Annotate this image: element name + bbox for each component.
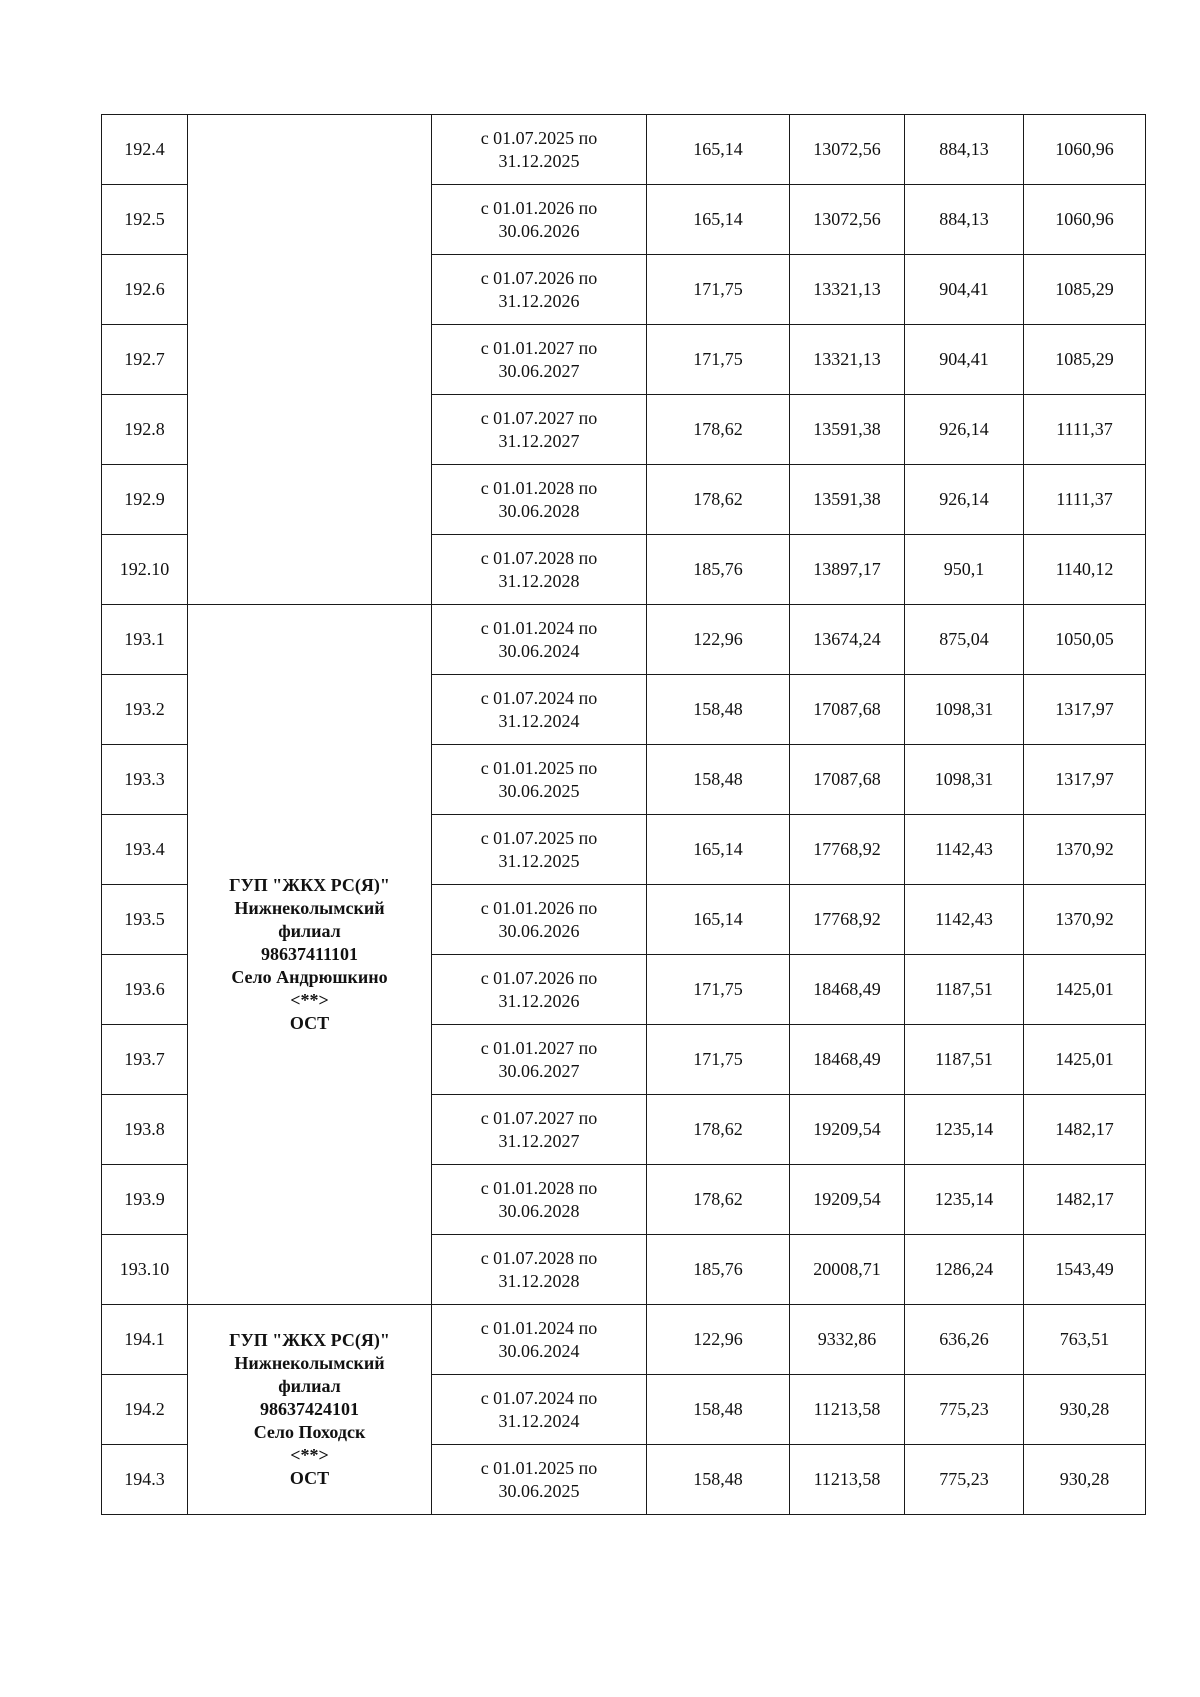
table-row bbox=[102, 115, 1146, 185]
value-cell-3: 775,23 bbox=[905, 1375, 1024, 1445]
organization-cell: ГУП "ЖКХ РС(Я)" Нижнеколымский филиал 98637411101 Село Андрюшкино <**> ОСТ bbox=[188, 605, 432, 1305]
row-number-cell: 192.4 bbox=[102, 115, 188, 185]
value-cell-1: 158,48 bbox=[647, 745, 790, 815]
row-number-cell: 193.6 bbox=[102, 955, 188, 1025]
value-cell-2: 13897,17 bbox=[790, 535, 905, 605]
value-cell-1: 185,76 bbox=[647, 1235, 790, 1305]
value-cell-4: 1370,92 bbox=[1024, 885, 1146, 955]
value-cell-1: 171,75 bbox=[647, 955, 790, 1025]
table-row bbox=[102, 1305, 1146, 1375]
value-cell-2: 20008,71 bbox=[790, 1235, 905, 1305]
value-cell-1: 122,96 bbox=[647, 605, 790, 675]
row-number-cell: 193.3 bbox=[102, 745, 188, 815]
value-cell-1: 178,62 bbox=[647, 395, 790, 465]
value-cell-2: 13591,38 bbox=[790, 465, 905, 535]
value-cell-4: 1111,37 bbox=[1024, 395, 1146, 465]
value-cell-3: 1098,31 bbox=[905, 745, 1024, 815]
value-cell-3: 1142,43 bbox=[905, 885, 1024, 955]
value-cell-4: 1060,96 bbox=[1024, 185, 1146, 255]
period-cell: с 01.07.2028 по 31.12.2028 bbox=[432, 535, 647, 605]
period-cell: с 01.07.2026 по 31.12.2026 bbox=[432, 255, 647, 325]
value-cell-2: 17768,92 bbox=[790, 885, 905, 955]
period-cell: с 01.01.2026 по 30.06.2026 bbox=[432, 885, 647, 955]
value-cell-2: 18468,49 bbox=[790, 1025, 905, 1095]
value-cell-3: 1187,51 bbox=[905, 1025, 1024, 1095]
value-cell-3: 875,04 bbox=[905, 605, 1024, 675]
value-cell-3: 1235,14 bbox=[905, 1095, 1024, 1165]
row-number-cell: 193.4 bbox=[102, 815, 188, 885]
period-cell: с 01.07.2026 по 31.12.2026 bbox=[432, 955, 647, 1025]
value-cell-1: 158,48 bbox=[647, 1375, 790, 1445]
value-cell-3: 1187,51 bbox=[905, 955, 1024, 1025]
value-cell-4: 1425,01 bbox=[1024, 955, 1146, 1025]
value-cell-1: 185,76 bbox=[647, 535, 790, 605]
period-cell: с 01.07.2024 по 31.12.2024 bbox=[432, 675, 647, 745]
value-cell-4: 1317,97 bbox=[1024, 745, 1146, 815]
value-cell-3: 884,13 bbox=[905, 185, 1024, 255]
value-cell-3: 904,41 bbox=[905, 255, 1024, 325]
value-cell-1: 122,96 bbox=[647, 1305, 790, 1375]
value-cell-3: 775,23 bbox=[905, 1445, 1024, 1515]
value-cell-2: 17087,68 bbox=[790, 745, 905, 815]
value-cell-1: 158,48 bbox=[647, 675, 790, 745]
row-number-cell: 194.1 bbox=[102, 1305, 188, 1375]
value-cell-2: 19209,54 bbox=[790, 1095, 905, 1165]
value-cell-2: 19209,54 bbox=[790, 1165, 905, 1235]
period-cell: с 01.01.2027 по 30.06.2027 bbox=[432, 325, 647, 395]
value-cell-4: 763,51 bbox=[1024, 1305, 1146, 1375]
value-cell-3: 950,1 bbox=[905, 535, 1024, 605]
value-cell-4: 1085,29 bbox=[1024, 325, 1146, 395]
period-cell: с 01.01.2027 по 30.06.2027 bbox=[432, 1025, 647, 1095]
period-cell: с 01.01.2025 по 30.06.2025 bbox=[432, 1445, 647, 1515]
value-cell-2: 13591,38 bbox=[790, 395, 905, 465]
value-cell-4: 1482,17 bbox=[1024, 1095, 1146, 1165]
value-cell-4: 930,28 bbox=[1024, 1375, 1146, 1445]
value-cell-4: 930,28 bbox=[1024, 1445, 1146, 1515]
value-cell-2: 11213,58 bbox=[790, 1375, 905, 1445]
value-cell-4: 1060,96 bbox=[1024, 115, 1146, 185]
period-cell: с 01.01.2028 по 30.06.2028 bbox=[432, 465, 647, 535]
period-cell: с 01.01.2025 по 30.06.2025 bbox=[432, 745, 647, 815]
value-cell-2: 17768,92 bbox=[790, 815, 905, 885]
row-number-cell: 194.2 bbox=[102, 1375, 188, 1445]
organization-cell: ГУП "ЖКХ РС(Я)" Нижнеколымский филиал 98637424101 Село Походск <**> ОСТ bbox=[188, 1305, 432, 1515]
organization-cell bbox=[188, 115, 432, 605]
value-cell-1: 171,75 bbox=[647, 325, 790, 395]
value-cell-1: 158,48 bbox=[647, 1445, 790, 1515]
value-cell-1: 171,75 bbox=[647, 255, 790, 325]
value-cell-2: 13072,56 bbox=[790, 185, 905, 255]
value-cell-3: 1235,14 bbox=[905, 1165, 1024, 1235]
period-cell: с 01.01.2028 по 30.06.2028 bbox=[432, 1165, 647, 1235]
value-cell-4: 1543,49 bbox=[1024, 1235, 1146, 1305]
value-cell-3: 1286,24 bbox=[905, 1235, 1024, 1305]
value-cell-3: 904,41 bbox=[905, 325, 1024, 395]
value-cell-4: 1317,97 bbox=[1024, 675, 1146, 745]
row-number-cell: 193.10 bbox=[102, 1235, 188, 1305]
value-cell-1: 171,75 bbox=[647, 1025, 790, 1095]
value-cell-1: 165,14 bbox=[647, 885, 790, 955]
row-number-cell: 193.2 bbox=[102, 675, 188, 745]
value-cell-4: 1370,92 bbox=[1024, 815, 1146, 885]
value-cell-2: 13321,13 bbox=[790, 255, 905, 325]
row-number-cell: 192.5 bbox=[102, 185, 188, 255]
value-cell-1: 178,62 bbox=[647, 1095, 790, 1165]
row-number-cell: 192.8 bbox=[102, 395, 188, 465]
value-cell-3: 1142,43 bbox=[905, 815, 1024, 885]
tariff-table-body bbox=[102, 115, 1146, 1515]
value-cell-3: 636,26 bbox=[905, 1305, 1024, 1375]
row-number-cell: 192.10 bbox=[102, 535, 188, 605]
period-cell: с 01.07.2027 по 31.12.2027 bbox=[432, 1095, 647, 1165]
value-cell-1: 178,62 bbox=[647, 465, 790, 535]
value-cell-2: 18468,49 bbox=[790, 955, 905, 1025]
value-cell-4: 1140,12 bbox=[1024, 535, 1146, 605]
value-cell-1: 165,14 bbox=[647, 815, 790, 885]
period-cell: с 01.01.2026 по 30.06.2026 bbox=[432, 185, 647, 255]
value-cell-2: 13321,13 bbox=[790, 325, 905, 395]
period-cell: с 01.07.2024 по 31.12.2024 bbox=[432, 1375, 647, 1445]
period-cell: с 01.07.2025 по 31.12.2025 bbox=[432, 815, 647, 885]
table-row bbox=[102, 605, 1146, 675]
period-cell: с 01.07.2028 по 31.12.2028 bbox=[432, 1235, 647, 1305]
value-cell-4: 1111,37 bbox=[1024, 465, 1146, 535]
row-number-cell: 193.8 bbox=[102, 1095, 188, 1165]
period-cell: с 01.01.2024 по 30.06.2024 bbox=[432, 605, 647, 675]
value-cell-2: 17087,68 bbox=[790, 675, 905, 745]
row-number-cell: 192.9 bbox=[102, 465, 188, 535]
row-number-cell: 193.7 bbox=[102, 1025, 188, 1095]
row-number-cell: 192.7 bbox=[102, 325, 188, 395]
period-cell: с 01.01.2024 по 30.06.2024 bbox=[432, 1305, 647, 1375]
value-cell-2: 13674,24 bbox=[790, 605, 905, 675]
value-cell-3: 926,14 bbox=[905, 395, 1024, 465]
period-cell: с 01.07.2025 по 31.12.2025 bbox=[432, 115, 647, 185]
row-number-cell: 192.6 bbox=[102, 255, 188, 325]
value-cell-4: 1085,29 bbox=[1024, 255, 1146, 325]
value-cell-3: 884,13 bbox=[905, 115, 1024, 185]
value-cell-2: 11213,58 bbox=[790, 1445, 905, 1515]
value-cell-4: 1482,17 bbox=[1024, 1165, 1146, 1235]
period-cell: с 01.07.2027 по 31.12.2027 bbox=[432, 395, 647, 465]
value-cell-3: 1098,31 bbox=[905, 675, 1024, 745]
value-cell-1: 178,62 bbox=[647, 1165, 790, 1235]
row-number-cell: 194.3 bbox=[102, 1445, 188, 1515]
value-cell-4: 1050,05 bbox=[1024, 605, 1146, 675]
tariff-table bbox=[101, 114, 1146, 1515]
value-cell-2: 13072,56 bbox=[790, 115, 905, 185]
value-cell-1: 165,14 bbox=[647, 115, 790, 185]
value-cell-2: 9332,86 bbox=[790, 1305, 905, 1375]
value-cell-4: 1425,01 bbox=[1024, 1025, 1146, 1095]
value-cell-1: 165,14 bbox=[647, 185, 790, 255]
value-cell-3: 926,14 bbox=[905, 465, 1024, 535]
row-number-cell: 193.5 bbox=[102, 885, 188, 955]
row-number-cell: 193.9 bbox=[102, 1165, 188, 1235]
row-number-cell: 193.1 bbox=[102, 605, 188, 675]
